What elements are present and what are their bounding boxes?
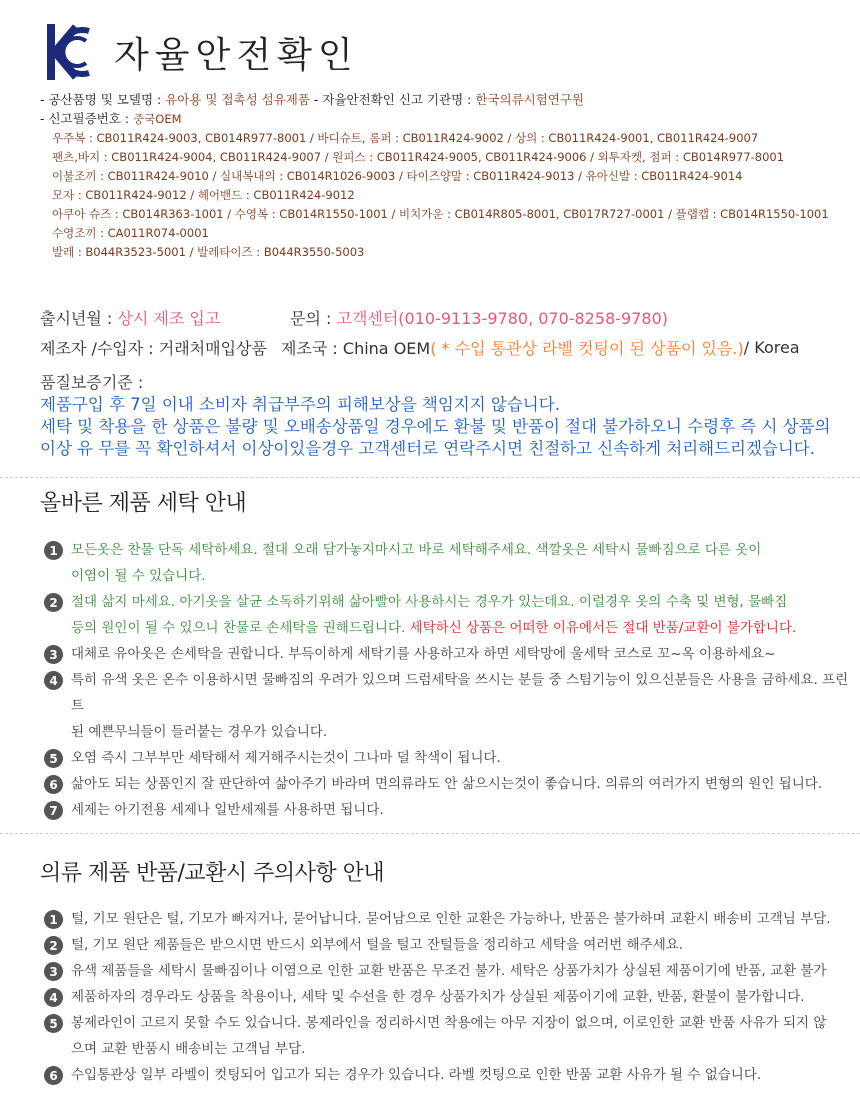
list-item-line: 봉제라인이 고르지 못할 수도 있습니다. 봉제라인을 정리하시면 착용에는 아무 지장이 없으며, 이로인한 교환 반품 사유가 되지 않 xyxy=(71,1015,827,1031)
list-item xyxy=(44,797,854,823)
list-item-line: 유색 제품들을 세탁시 물빠짐이나 이염으로 인한 교환 반품은 무조건 불가. 세탁은 상품가치가 상실된 제품이기에 반품, 교환 불가 xyxy=(71,963,827,979)
cert-line: 수영조끼 : CA011R074-0001 xyxy=(52,226,209,240)
returns-list xyxy=(44,906,854,1088)
returns-section-title: 의류 제품 반품/교환시 주의사항 안내 xyxy=(40,861,385,886)
list-item-line: 수입통관상 일부 라벨이 컷팅되어 입고가 되는 경우가 있습니다. 라벨 컷팅으로 인한 반품 교환 사유가 될 수 없습니다. xyxy=(71,1067,762,1083)
list-item xyxy=(44,1062,854,1088)
kc-certification-logo-icon xyxy=(44,21,92,83)
list-item-line: 제품하자의 경우라도 상품을 착용이나, 세탁 및 수선을 한 경우 상품가치가 상실된 제품이기에 교환, 반품, 환불이 불가합니다. xyxy=(71,989,805,1005)
list-item-text xyxy=(71,958,826,984)
list-item xyxy=(44,771,854,797)
release-info xyxy=(40,302,840,362)
list-item-line: 털, 기모 원단은 털, 기모가 빠지거나, 묻어납니다. 묻어남으로 인한 교환은 가능하나, 반품은 불가하며 교환시 배송비 고객님 부담. xyxy=(71,911,831,927)
section-divider xyxy=(0,833,860,834)
number-badge: 6 xyxy=(44,1066,63,1085)
list-item-line: 모든옷은 찬물 단독 세탁하세요. 절대 오래 담가놓지마시고 바로 세탁해주세요. 색깔옷은 세탁시 물빠짐으로 다른 옷이 xyxy=(71,542,762,558)
list-item-line: 삶아도 되는 상품인지 잘 판단하여 삶아주기 바라며 면의류라도 안 삶으시는것이 좋습니다. 의류의 여러가지 변형의 원인 됩니다. xyxy=(71,776,823,792)
cert-line: 팬츠,바지 : CB011R424-9004, CB011R424-9007 / 원피스 : CB011R424-9005, CB011R424-9006 / 외투자켓, 점퍼 : CB014R977-8001 xyxy=(52,150,785,164)
agency-label: - 자율안전확인 신고 기관명 : xyxy=(309,92,476,107)
list-item-line: 이염이 될 수 있습니다. xyxy=(71,568,206,584)
list-item-line: 절대 삶지 마세요. 아기옷을 살균 소독하기위해 삶아빨아 사용하시는 경우가 있는데요. 이럴경우 옷의 수축 및 변형, 물빠짐 xyxy=(71,594,788,610)
number-badge: 2 xyxy=(44,936,63,955)
list-item-text xyxy=(71,1062,761,1088)
cert-line: 아쿠아 슈즈 : CB014R363-1001 / 수영복 : CB014R1550-1001 / 비치가운 : CB014R805-8001, CB017R727-0001 / 플랩캡 : CB014R1550-1001 xyxy=(52,207,829,221)
cert-label: - 신고필증번호 : xyxy=(40,111,134,126)
product-value: 유아용 및 접촉성 섬유제품 xyxy=(165,92,310,107)
page-title: 자율안전확인 xyxy=(114,34,359,76)
cert-origin: 중국OEM xyxy=(133,112,182,126)
list-item-text xyxy=(71,984,805,1010)
list-item xyxy=(44,589,854,641)
list-item-line: 으며 교환 반품시 배송비는 고객님 부담. xyxy=(71,1041,306,1057)
number-badge: 3 xyxy=(44,962,63,981)
country-note: ( * 수입 통관상 라벨 컷팅이 된 상품이 있음.) xyxy=(430,338,744,358)
agency-value: 한국의류시험연구원 xyxy=(475,92,585,107)
release-row-1 xyxy=(40,302,840,332)
quality-label: 품질보증기준 : xyxy=(40,373,144,392)
list-item-line: 특히 유색 옷은 온수 이용하시면 물빠짐의 우려가 있으며 드럼세탁을 쓰시는 분들 중 스팀기능이 있으신분들은 사용을 금하세요. 프린트 xyxy=(71,672,849,714)
cert-number-row xyxy=(40,109,860,129)
list-item-text xyxy=(71,771,822,797)
list-item xyxy=(44,958,854,984)
release-date-value: 상시 제조 입고 xyxy=(117,308,221,328)
list-item-text xyxy=(71,1010,826,1062)
contact-value: 고객센터(010-9113-9780, 070-8258-9780) xyxy=(336,308,669,328)
number-badge: 5 xyxy=(44,1014,63,1033)
release-date-label: 출시년월 : xyxy=(40,308,118,328)
list-item-text xyxy=(71,537,761,589)
list-item-line: 오염 즉시 그부부만 세탁해서 제거해주시는것이 그나마 덜 착색이 됩니다. xyxy=(71,750,501,766)
list-item-text xyxy=(71,932,683,958)
care-section-title: 올바른 제품 세탁 안내 xyxy=(40,491,247,516)
release-date xyxy=(40,306,290,329)
list-item-line: 대체로 유아옷은 손세탁을 권합니다. 부득이하게 세탁기를 사용하고자 하면 세탁망에 울세탁 코스로 꼬~옥 이용하세요~ xyxy=(71,646,776,662)
quality-guarantee xyxy=(40,372,840,460)
list-item-text xyxy=(71,797,384,823)
list-item-line: 된 예쁜무늬들이 들러붙는 경우가 있습니다. xyxy=(71,724,328,740)
country-label: 제조국 : China OEM xyxy=(280,338,431,358)
list-item-text xyxy=(71,906,831,932)
care-list xyxy=(44,537,854,823)
cert-line: 발레 : B044R3523-5001 / 발레타이즈 : B044R3550-5003 xyxy=(52,245,365,259)
cert-line: 이불조끼 : CB011R424-9010 / 실내복내의 : CB014R1026-9003 / 타이즈양말 : CB011R424-9013 / 유아신발 : CB011R424-9014 xyxy=(52,169,743,183)
quality-line: 제품구입 후 7일 이내 소비자 취급부주의 피해보상을 책임지지 않습니다. xyxy=(40,395,560,414)
kc-header xyxy=(44,20,359,84)
list-item xyxy=(44,932,854,958)
number-badge: 7 xyxy=(44,801,63,820)
number-badge: 3 xyxy=(44,645,63,664)
country-suffix: / Korea xyxy=(743,337,800,357)
list-item xyxy=(44,906,854,932)
product-label: - 공산품명 및 모델명 : xyxy=(40,92,166,107)
product-row xyxy=(40,90,860,109)
list-item-segment: 등의 원인이 될 수 있으니 찬물로 손세탁을 권해드립니다. xyxy=(71,620,410,636)
list-item-line: 세제는 아기전용 세제나 일반세제를 사용하면 됩니다. xyxy=(71,802,384,818)
contact xyxy=(290,306,668,329)
number-badge: 1 xyxy=(44,541,63,560)
number-badge: 4 xyxy=(44,988,63,1007)
number-badge: 5 xyxy=(44,749,63,768)
list-item-text xyxy=(71,589,796,641)
list-item xyxy=(44,1010,854,1062)
list-item-line xyxy=(71,615,796,641)
number-badge: 4 xyxy=(44,671,63,690)
list-item-line: 털, 기모 원단 제품들은 받으시면 반드시 외부에서 털을 털고 잔털들을 정리하고 세탁을 여러번 해주세요. xyxy=(71,937,684,953)
list-item xyxy=(44,984,854,1010)
contact-label: 문의 : xyxy=(290,308,337,328)
cert-line: 우주복 : CB011R424-9003, CB014R977-8001 / 바디슈트, 롬퍼 : CB011R424-9002 / 상의 : CB011R424-9001, CB011R424-9007 xyxy=(52,131,759,145)
list-item xyxy=(44,745,854,771)
certification-info xyxy=(40,90,860,262)
release-row-2 xyxy=(40,332,840,362)
number-badge: 6 xyxy=(44,775,63,794)
quality-line: 세탁 및 착용을 한 상품은 불량 및 오배송상품일 경우에도 환불 및 반품이 절대 불가하오니 수령후 즉 시 상품의 xyxy=(40,417,831,436)
cert-line: 모자 : CB011R424-9012 / 헤어밴드 : CB011R424-9012 xyxy=(52,188,355,202)
number-badge: 1 xyxy=(44,910,63,929)
list-item-text xyxy=(71,641,775,667)
quality-line: 이상 유 무를 꼭 확인하셔서 이상이있을경우 고객센터로 연락주시면 친절하고 신속하게 처리해드리겠습니다. xyxy=(40,439,815,458)
section-divider xyxy=(0,477,860,478)
list-item xyxy=(44,537,854,589)
list-item xyxy=(44,667,854,745)
list-item xyxy=(44,641,854,667)
list-item-text xyxy=(71,745,501,771)
list-item-text xyxy=(71,667,854,745)
warning-text: 세탁하신 상품은 어떠한 이유에서든 절대 반품/교환이 불가합니다. xyxy=(409,620,797,636)
maker-label: 제조자 /수입자 : 거래처매입상품 xyxy=(40,338,267,358)
number-badge: 2 xyxy=(44,593,63,612)
